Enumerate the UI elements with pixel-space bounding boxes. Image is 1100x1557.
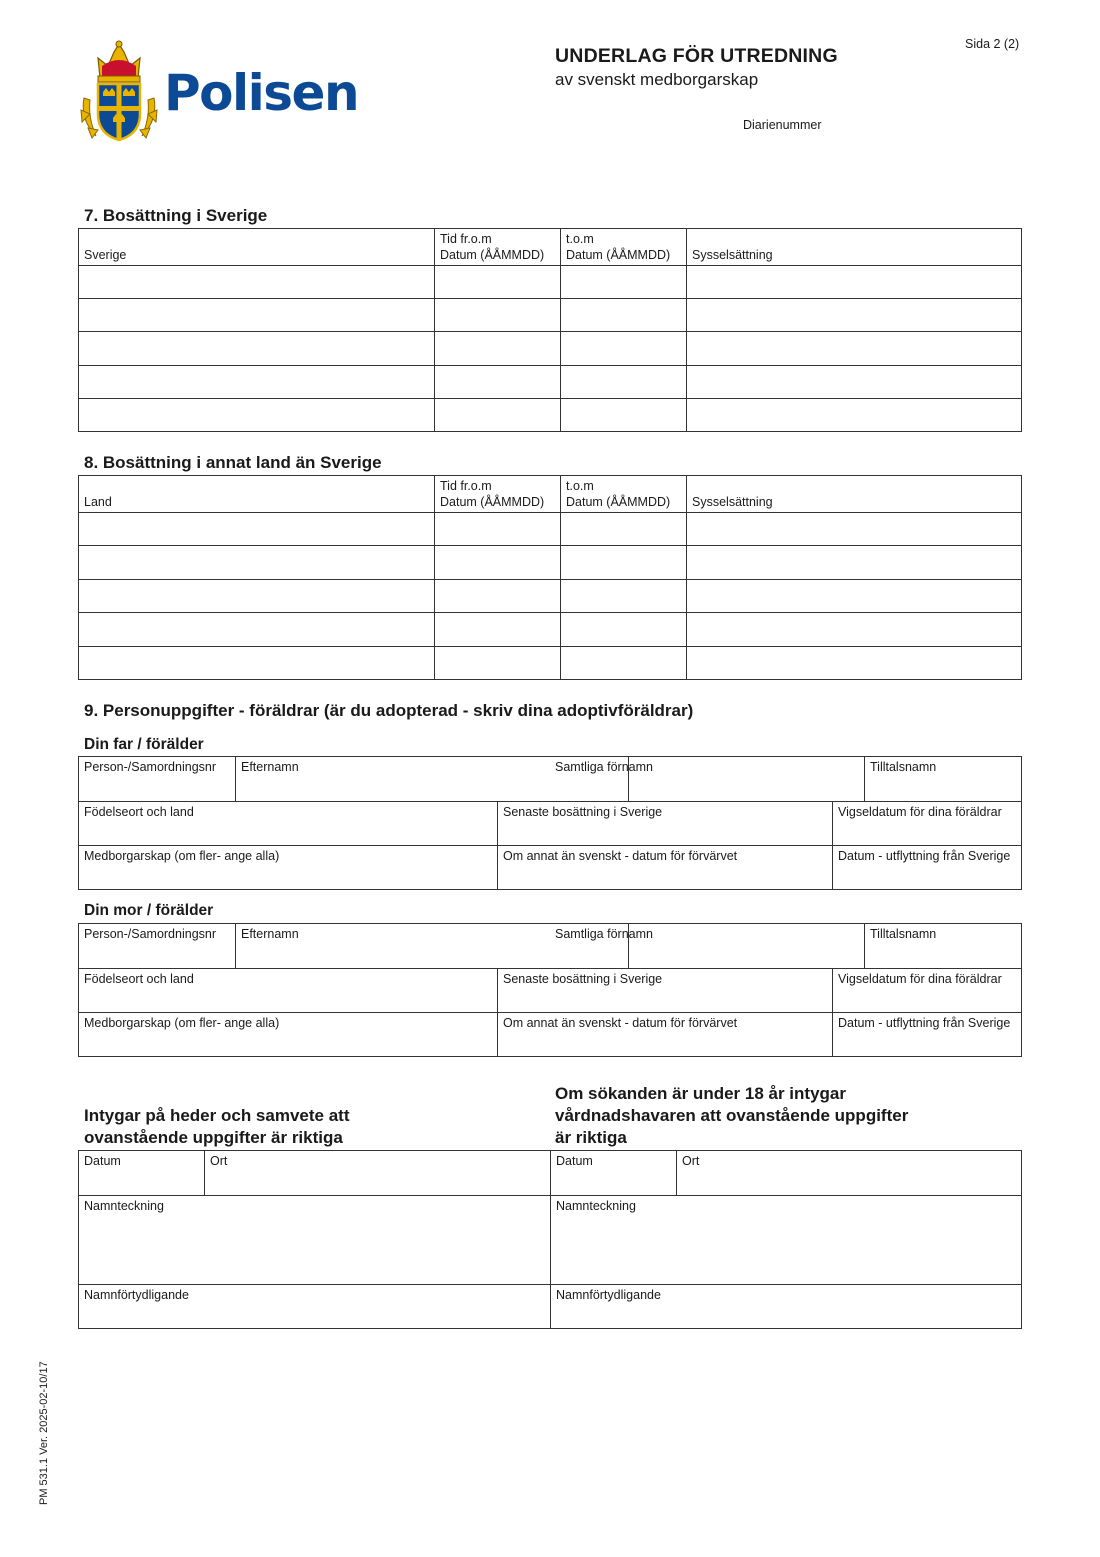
s8-row2-to[interactable] <box>561 546 687 580</box>
s8-row1-to[interactable] <box>561 513 687 546</box>
s7-row5-job[interactable] <box>687 399 1021 431</box>
s7-row4-place[interactable] <box>79 366 435 399</box>
s7-row1-job[interactable] <box>687 266 1021 299</box>
guardian-datum-field[interactable]: Datum <box>551 1151 677 1196</box>
applicant-attest-title-1: Intygar på heder och samvete att <box>84 1106 350 1125</box>
mother-utflyttning-field[interactable]: Datum - utflyttning från Sverige <box>838 1016 1011 1030</box>
col-header-land: Land <box>79 476 435 513</box>
father-forvarv-field[interactable]: Om annat än svenskt - datum för förvärvet <box>498 846 833 889</box>
s8-row3-from[interactable] <box>435 580 561 613</box>
mother-fodelseort-field[interactable]: Födelseort och land <box>79 969 498 1013</box>
s7-row1-place[interactable] <box>79 266 435 299</box>
applicant-signature-field[interactable]: Namnteckning <box>79 1196 551 1285</box>
s8-row4-from[interactable] <box>435 613 561 647</box>
s7-row3-place[interactable] <box>79 332 435 366</box>
s8-row1-job[interactable] <box>687 513 1021 546</box>
s8-row4-job[interactable] <box>687 613 1021 647</box>
guardian-attest-title-2: vårdnadshavaren att ovanstående uppgifter <box>555 1106 909 1125</box>
father-utflyttning-field[interactable]: Datum - utflyttning från Sverige <box>838 849 1011 863</box>
applicant-ort-field[interactable]: Ort <box>205 1151 551 1196</box>
s8-row5-from[interactable] <box>435 647 561 679</box>
father-tilltal-field[interactable]: Tilltalsnamn <box>865 757 1021 802</box>
mother-efternamn-field[interactable]: Efternamn <box>236 924 629 969</box>
guardian-attest-title-3: är riktiga <box>555 1128 627 1147</box>
s8-row3-job[interactable] <box>687 580 1021 613</box>
father-fodelseort-field[interactable]: Födelseort och land <box>79 802 498 846</box>
section-8-title: 8. Bosättning i annat land än Sverige <box>84 453 382 472</box>
form-title: UNDERLAG FÖR UTREDNING <box>555 45 838 67</box>
guardian-attest-title-1: Om sökanden är under 18 år intygar <box>555 1084 846 1103</box>
applicant-datum-field[interactable]: Datum <box>79 1151 205 1196</box>
s8-row2-from[interactable] <box>435 546 561 580</box>
s7-row5-place[interactable] <box>79 399 435 431</box>
col-header-sverige: Sverige <box>79 229 435 266</box>
mother-fornamn-field[interactable]: Samtliga förnamn <box>550 924 865 969</box>
s7-row2-place[interactable] <box>79 299 435 332</box>
section-7-table <box>78 228 1022 432</box>
s7-row4-to[interactable] <box>561 366 687 399</box>
father-pnr-field[interactable]: Person-/Samordningsnr <box>79 757 236 802</box>
section-9-title: 9. Personuppgifter - föräldrar (är du adopterad - skriv dina adoptivföräldrar) <box>84 701 694 720</box>
s8-row4-to[interactable] <box>561 613 687 647</box>
s8-row5-to[interactable] <box>561 647 687 679</box>
s7-row5-to[interactable] <box>561 399 687 431</box>
s7-row1-to[interactable] <box>561 266 687 299</box>
guardian-name-clarification-field[interactable]: Namnförtydligande <box>556 1288 661 1302</box>
col-header-from: Tid fr.o.m Datum (ÅÅMMDD) <box>435 229 561 266</box>
guardian-ort-field[interactable]: Ort <box>677 1151 1021 1196</box>
father-medborgarskap-field[interactable]: Medborgarskap (om fler- ange alla) <box>79 846 498 889</box>
s7-row4-job[interactable] <box>687 366 1021 399</box>
s7-row2-job[interactable] <box>687 299 1021 332</box>
diarienummer-label: Diarienummer <box>743 118 822 132</box>
form-version-code: PM 531.1 Ver. 2025-02-10/17 <box>38 1361 50 1505</box>
guardian-signature-field[interactable]: Namnteckning <box>551 1196 1021 1285</box>
s7-row3-from[interactable] <box>435 332 561 366</box>
s7-row5-from[interactable] <box>435 399 561 431</box>
applicant-name-clarification-field[interactable]: Namnförtydligande <box>79 1285 551 1328</box>
father-senaste-field[interactable]: Senaste bosättning i Sverige <box>498 802 833 846</box>
s7-row1-from[interactable] <box>435 266 561 299</box>
mother-pnr-field[interactable]: Person-/Samordningsnr <box>79 924 236 969</box>
form-subtitle: av svenskt medborgarskap <box>555 70 759 89</box>
s8-row2-place[interactable] <box>79 546 435 580</box>
s7-row2-from[interactable] <box>435 299 561 332</box>
mother-forvarv-field[interactable]: Om annat än svenskt - datum för förvärvet <box>498 1013 833 1056</box>
s7-row3-to[interactable] <box>561 332 687 366</box>
mother-title: Din mor / förälder <box>84 902 214 919</box>
police-crest-icon <box>78 40 160 144</box>
page-number: Sida 2 (2) <box>965 37 1020 51</box>
s8-row5-job[interactable] <box>687 647 1021 679</box>
father-title: Din far / förälder <box>84 736 204 753</box>
father-table <box>78 756 1022 890</box>
section-8-table <box>78 475 1022 680</box>
mother-medborgarskap-field[interactable]: Medborgarskap (om fler- ange alla) <box>79 1013 498 1056</box>
col-header-to: t.o.m Datum (ÅÅMMDD) <box>561 229 687 266</box>
s8-row1-place[interactable] <box>79 513 435 546</box>
father-fornamn-field[interactable]: Samtliga förnamn <box>550 757 865 802</box>
s8-row2-job[interactable] <box>687 546 1021 580</box>
signature-table <box>78 1150 1022 1329</box>
applicant-attest-title-2: ovanstående uppgifter är riktiga <box>84 1128 343 1147</box>
s7-row2-to[interactable] <box>561 299 687 332</box>
s7-row3-job[interactable] <box>687 332 1021 366</box>
s8-row4-place[interactable] <box>79 613 435 647</box>
mother-vigsel-field[interactable]: Vigseldatum för dina föräldrar <box>833 969 1021 1013</box>
s8-row3-place[interactable] <box>79 580 435 613</box>
col-header-sysselsattning: Sysselsättning <box>687 476 1021 513</box>
polisen-logo <box>78 40 358 144</box>
father-efternamn-field[interactable]: Efternamn <box>236 757 629 802</box>
father-vigsel-field[interactable]: Vigseldatum för dina föräldrar <box>833 802 1021 846</box>
mother-table <box>78 923 1022 1057</box>
s7-row4-from[interactable] <box>435 366 561 399</box>
section-7-title: 7. Bosättning i Sverige <box>84 206 268 225</box>
col-header-from: Tid fr.o.m Datum (ÅÅMMDD) <box>435 476 561 513</box>
mother-tilltal-field[interactable]: Tilltalsnamn <box>865 924 1021 969</box>
col-header-sysselsattning: Sysselsättning <box>687 229 1021 266</box>
mother-senaste-field[interactable]: Senaste bosättning i Sverige <box>498 969 833 1013</box>
s8-row1-from[interactable] <box>435 513 561 546</box>
col-header-to: t.o.m Datum (ÅÅMMDD) <box>561 476 687 513</box>
logo-wordmark: Polisen <box>164 64 359 122</box>
s8-row5-place[interactable] <box>79 647 435 679</box>
s8-row3-to[interactable] <box>561 580 687 613</box>
